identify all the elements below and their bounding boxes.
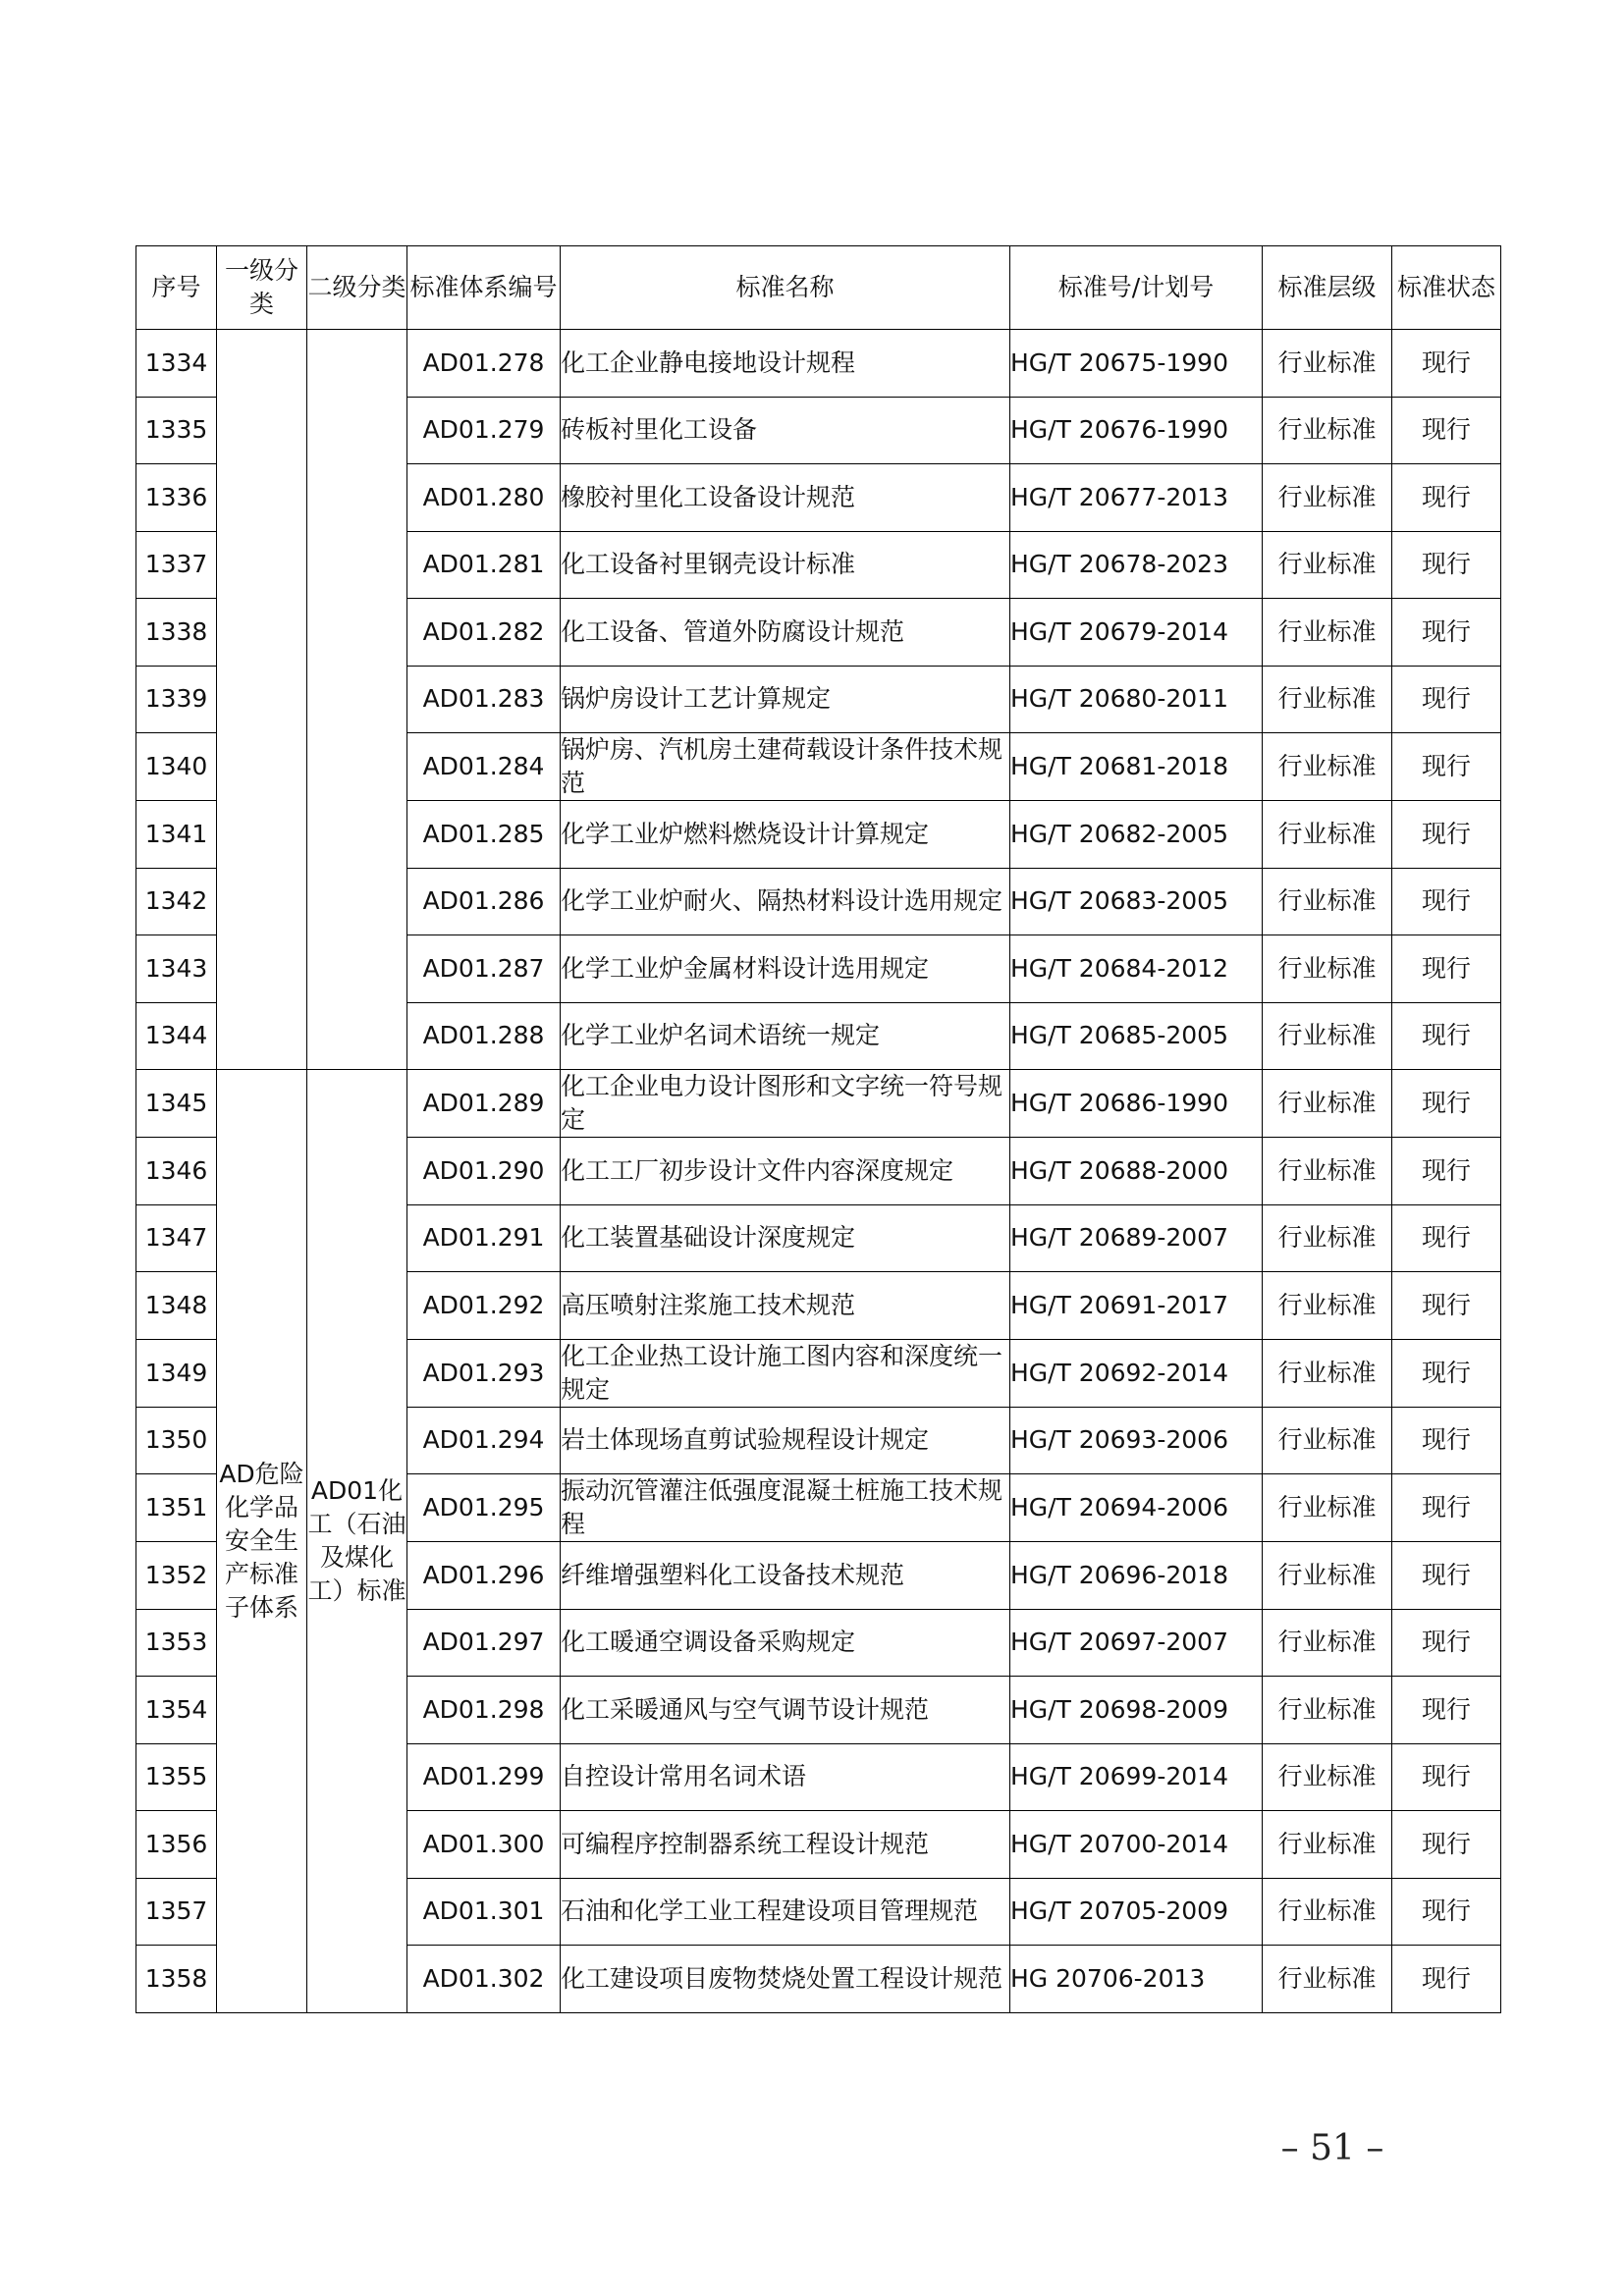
serial-number-cell: 1339 bbox=[136, 666, 217, 733]
table-row bbox=[136, 1070, 1501, 1138]
standard-number-cell: HG/T 20677-2013 bbox=[1010, 464, 1263, 532]
system-code-cell: AD01.296 bbox=[407, 1542, 561, 1610]
standard-status-cell: 现行 bbox=[1392, 1542, 1501, 1610]
system-code-cell: AD01.281 bbox=[407, 531, 561, 599]
system-code-cell: AD01.289 bbox=[407, 1070, 561, 1138]
standard-level-cell: 行业标准 bbox=[1263, 1339, 1392, 1407]
standard-number-cell: HG/T 20682-2005 bbox=[1010, 801, 1263, 869]
standard-status-cell: 现行 bbox=[1392, 1272, 1501, 1340]
system-code-cell: AD01.280 bbox=[407, 464, 561, 532]
standard-name-cell: 化工装置基础设计深度规定 bbox=[561, 1204, 1010, 1272]
standard-status-cell: 现行 bbox=[1392, 1811, 1501, 1879]
standard-name-cell: 化学工业炉燃料燃烧设计计算规定 bbox=[561, 801, 1010, 869]
serial-number-cell: 1346 bbox=[136, 1138, 217, 1205]
standard-level-cell: 行业标准 bbox=[1263, 531, 1392, 599]
system-code-cell: AD01.286 bbox=[407, 868, 561, 935]
standard-number-cell: HG/T 20688-2000 bbox=[1010, 1138, 1263, 1205]
system-code-cell: AD01.290 bbox=[407, 1138, 561, 1205]
serial-number-cell: 1343 bbox=[136, 935, 217, 1003]
serial-number-cell: 1355 bbox=[136, 1743, 217, 1811]
standard-name-cell: 化学工业炉名词术语统一规定 bbox=[561, 1002, 1010, 1070]
standard-number-cell: HG/T 20696-2018 bbox=[1010, 1542, 1263, 1610]
serial-number-cell: 1347 bbox=[136, 1204, 217, 1272]
standard-level-cell: 行业标准 bbox=[1263, 935, 1392, 1003]
serial-number-cell: 1338 bbox=[136, 599, 217, 667]
serial-number-cell: 1340 bbox=[136, 733, 217, 801]
header-cell: 二级分类 bbox=[307, 246, 407, 330]
system-code-cell: AD01.299 bbox=[407, 1743, 561, 1811]
standard-level-cell: 行业标准 bbox=[1263, 1070, 1392, 1138]
serial-number-cell: 1356 bbox=[136, 1811, 217, 1879]
standard-status-cell: 现行 bbox=[1392, 1138, 1501, 1205]
header-cell: 标准号/计划号 bbox=[1010, 246, 1263, 330]
system-code-cell: AD01.285 bbox=[407, 801, 561, 869]
standard-name-cell: 石油和化学工业工程建设项目管理规范 bbox=[561, 1878, 1010, 1946]
header-cell: 标准名称 bbox=[561, 246, 1010, 330]
standard-number-cell: HG/T 20683-2005 bbox=[1010, 868, 1263, 935]
standard-name-cell: 化工企业热工设计施工图内容和深度统一规定 bbox=[561, 1339, 1010, 1407]
standard-status-cell: 现行 bbox=[1392, 1743, 1501, 1811]
serial-number-cell: 1354 bbox=[136, 1677, 217, 1744]
standard-name-cell: 自控设计常用名词术语 bbox=[561, 1743, 1010, 1811]
standard-level-cell: 行业标准 bbox=[1263, 330, 1392, 398]
standard-number-cell: HG/T 20692-2014 bbox=[1010, 1339, 1263, 1407]
standard-status-cell: 现行 bbox=[1392, 1407, 1501, 1474]
standard-name-cell: 化工企业电力设计图形和文字统一符号规定 bbox=[561, 1070, 1010, 1138]
page-number: – 51 – bbox=[1280, 2128, 1384, 2168]
standard-status-cell: 现行 bbox=[1392, 1070, 1501, 1138]
standard-name-cell: 橡胶衬里化工设备设计规范 bbox=[561, 464, 1010, 532]
standard-number-cell: HG/T 20689-2007 bbox=[1010, 1204, 1263, 1272]
standard-status-cell: 现行 bbox=[1392, 1878, 1501, 1946]
standard-name-cell: 可编程序控制器系统工程设计规范 bbox=[561, 1811, 1010, 1879]
standard-name-cell: 化工暖通空调设备采购规定 bbox=[561, 1609, 1010, 1677]
standard-level-cell: 行业标准 bbox=[1263, 801, 1392, 869]
standard-status-cell: 现行 bbox=[1392, 1609, 1501, 1677]
standards-table bbox=[135, 245, 1501, 2013]
level2-category-cell: AD01化工（石油及煤化工）标准 bbox=[307, 1070, 407, 2013]
standard-status-cell: 现行 bbox=[1392, 868, 1501, 935]
standard-status-cell: 现行 bbox=[1392, 464, 1501, 532]
standard-name-cell: 化学工业炉金属材料设计选用规定 bbox=[561, 935, 1010, 1003]
system-code-cell: AD01.293 bbox=[407, 1339, 561, 1407]
standard-number-cell: HG/T 20685-2005 bbox=[1010, 1002, 1263, 1070]
standard-level-cell: 行业标准 bbox=[1263, 1743, 1392, 1811]
system-code-cell: AD01.301 bbox=[407, 1878, 561, 1946]
standard-level-cell: 行业标准 bbox=[1263, 1811, 1392, 1879]
system-code-cell: AD01.292 bbox=[407, 1272, 561, 1340]
standard-number-cell: HG/T 20700-2014 bbox=[1010, 1811, 1263, 1879]
standard-status-cell: 现行 bbox=[1392, 1339, 1501, 1407]
serial-number-cell: 1357 bbox=[136, 1878, 217, 1946]
standard-number-cell: HG/T 20675-1990 bbox=[1010, 330, 1263, 398]
standard-level-cell: 行业标准 bbox=[1263, 1542, 1392, 1610]
standard-status-cell: 现行 bbox=[1392, 1204, 1501, 1272]
standard-number-cell: HG/T 20691-2017 bbox=[1010, 1272, 1263, 1340]
standard-number-cell: HG/T 20680-2011 bbox=[1010, 666, 1263, 733]
standard-level-cell: 行业标准 bbox=[1263, 1002, 1392, 1070]
serial-number-cell: 1344 bbox=[136, 1002, 217, 1070]
standard-name-cell: 化工设备衬里钢壳设计标准 bbox=[561, 531, 1010, 599]
system-code-cell: AD01.278 bbox=[407, 330, 561, 398]
header-cell: 一级分类 bbox=[217, 246, 307, 330]
standard-name-cell: 化学工业炉耐火、隔热材料设计选用规定 bbox=[561, 868, 1010, 935]
standard-name-cell: 高压喷射注浆施工技术规范 bbox=[561, 1272, 1010, 1340]
serial-number-cell: 1352 bbox=[136, 1542, 217, 1610]
standard-name-cell: 化工建设项目废物焚烧处置工程设计规范 bbox=[561, 1946, 1010, 2013]
standard-status-cell: 现行 bbox=[1392, 935, 1501, 1003]
table-header-row bbox=[136, 246, 1501, 330]
standard-name-cell: 岩土体现场直剪试验规程设计规定 bbox=[561, 1407, 1010, 1474]
serial-number-cell: 1349 bbox=[136, 1339, 217, 1407]
system-code-cell: AD01.294 bbox=[407, 1407, 561, 1474]
standard-name-cell: 纤维增强塑料化工设备技术规范 bbox=[561, 1542, 1010, 1610]
serial-number-cell: 1342 bbox=[136, 868, 217, 935]
standard-status-cell: 现行 bbox=[1392, 1474, 1501, 1542]
standard-level-cell: 行业标准 bbox=[1263, 1407, 1392, 1474]
standard-name-cell: 化工企业静电接地设计规程 bbox=[561, 330, 1010, 398]
standard-level-cell: 行业标准 bbox=[1263, 1272, 1392, 1340]
standard-level-cell: 行业标准 bbox=[1263, 666, 1392, 733]
standard-level-cell: 行业标准 bbox=[1263, 1204, 1392, 1272]
system-code-cell: AD01.282 bbox=[407, 599, 561, 667]
standard-level-cell: 行业标准 bbox=[1263, 1609, 1392, 1677]
serial-number-cell: 1334 bbox=[136, 330, 217, 398]
standard-number-cell: HG/T 20686-1990 bbox=[1010, 1070, 1263, 1138]
standard-number-cell: HG/T 20693-2006 bbox=[1010, 1407, 1263, 1474]
standard-level-cell: 行业标准 bbox=[1263, 1677, 1392, 1744]
standard-number-cell: HG/T 20699-2014 bbox=[1010, 1743, 1263, 1811]
standard-name-cell: 化工工厂初步设计文件内容深度规定 bbox=[561, 1138, 1010, 1205]
standard-status-cell: 现行 bbox=[1392, 599, 1501, 667]
standard-status-cell: 现行 bbox=[1392, 1946, 1501, 2013]
standard-level-cell: 行业标准 bbox=[1263, 1138, 1392, 1205]
header-cell: 标准状态 bbox=[1392, 246, 1501, 330]
standard-number-cell: HG/T 20694-2006 bbox=[1010, 1474, 1263, 1542]
standard-name-cell: 化工采暖通风与空气调节设计规范 bbox=[561, 1677, 1010, 1744]
standard-number-cell: HG/T 20681-2018 bbox=[1010, 733, 1263, 801]
standard-status-cell: 现行 bbox=[1392, 666, 1501, 733]
standard-number-cell: HG/T 20697-2007 bbox=[1010, 1609, 1263, 1677]
serial-number-cell: 1351 bbox=[136, 1474, 217, 1542]
standard-level-cell: 行业标准 bbox=[1263, 1474, 1392, 1542]
system-code-cell: AD01.300 bbox=[407, 1811, 561, 1879]
system-code-cell: AD01.284 bbox=[407, 733, 561, 801]
system-code-cell: AD01.279 bbox=[407, 397, 561, 464]
serial-number-cell: 1348 bbox=[136, 1272, 217, 1340]
standard-status-cell: 现行 bbox=[1392, 733, 1501, 801]
standard-status-cell: 现行 bbox=[1392, 1677, 1501, 1744]
serial-number-cell: 1341 bbox=[136, 801, 217, 869]
standard-name-cell: 振动沉管灌注低强度混凝土桩施工技术规程 bbox=[561, 1474, 1010, 1542]
level1-category-cell bbox=[217, 330, 307, 1070]
serial-number-cell: 1335 bbox=[136, 397, 217, 464]
header-cell: 标准层级 bbox=[1263, 246, 1392, 330]
serial-number-cell: 1358 bbox=[136, 1946, 217, 2013]
serial-number-cell: 1353 bbox=[136, 1609, 217, 1677]
standard-status-cell: 现行 bbox=[1392, 397, 1501, 464]
standard-status-cell: 现行 bbox=[1392, 330, 1501, 398]
standard-name-cell: 锅炉房、汽机房土建荷载设计条件技术规范 bbox=[561, 733, 1010, 801]
header-cell: 标准体系编号 bbox=[407, 246, 561, 330]
standard-level-cell: 行业标准 bbox=[1263, 599, 1392, 667]
standard-name-cell: 化工设备、管道外防腐设计规范 bbox=[561, 599, 1010, 667]
system-code-cell: AD01.302 bbox=[407, 1946, 561, 2013]
table-row bbox=[136, 330, 1501, 398]
system-code-cell: AD01.295 bbox=[407, 1474, 561, 1542]
standard-level-cell: 行业标准 bbox=[1263, 868, 1392, 935]
standard-status-cell: 现行 bbox=[1392, 801, 1501, 869]
system-code-cell: AD01.287 bbox=[407, 935, 561, 1003]
standard-status-cell: 现行 bbox=[1392, 531, 1501, 599]
standard-number-cell: HG 20706-2013 bbox=[1010, 1946, 1263, 2013]
system-code-cell: AD01.288 bbox=[407, 1002, 561, 1070]
standard-level-cell: 行业标准 bbox=[1263, 1878, 1392, 1946]
standard-name-cell: 砖板衬里化工设备 bbox=[561, 397, 1010, 464]
header-cell: 序号 bbox=[136, 246, 217, 330]
serial-number-cell: 1337 bbox=[136, 531, 217, 599]
standard-level-cell: 行业标准 bbox=[1263, 464, 1392, 532]
standard-level-cell: 行业标准 bbox=[1263, 397, 1392, 464]
system-code-cell: AD01.297 bbox=[407, 1609, 561, 1677]
standard-number-cell: HG/T 20684-2012 bbox=[1010, 935, 1263, 1003]
standard-number-cell: HG/T 20678-2023 bbox=[1010, 531, 1263, 599]
system-code-cell: AD01.291 bbox=[407, 1204, 561, 1272]
serial-number-cell: 1345 bbox=[136, 1070, 217, 1138]
standard-level-cell: 行业标准 bbox=[1263, 733, 1392, 801]
standard-number-cell: HG/T 20676-1990 bbox=[1010, 397, 1263, 464]
level2-category-cell bbox=[307, 330, 407, 1070]
standard-name-cell: 锅炉房设计工艺计算规定 bbox=[561, 666, 1010, 733]
standard-status-cell: 现行 bbox=[1392, 1002, 1501, 1070]
serial-number-cell: 1350 bbox=[136, 1407, 217, 1474]
standard-number-cell: HG/T 20698-2009 bbox=[1010, 1677, 1263, 1744]
system-code-cell: AD01.298 bbox=[407, 1677, 561, 1744]
standard-level-cell: 行业标准 bbox=[1263, 1946, 1392, 2013]
system-code-cell: AD01.283 bbox=[407, 666, 561, 733]
serial-number-cell: 1336 bbox=[136, 464, 217, 532]
standard-number-cell: HG/T 20705-2009 bbox=[1010, 1878, 1263, 1946]
level1-category-cell: AD危险化学品安全生产标准子体系 bbox=[217, 1070, 307, 2013]
standard-number-cell: HG/T 20679-2014 bbox=[1010, 599, 1263, 667]
